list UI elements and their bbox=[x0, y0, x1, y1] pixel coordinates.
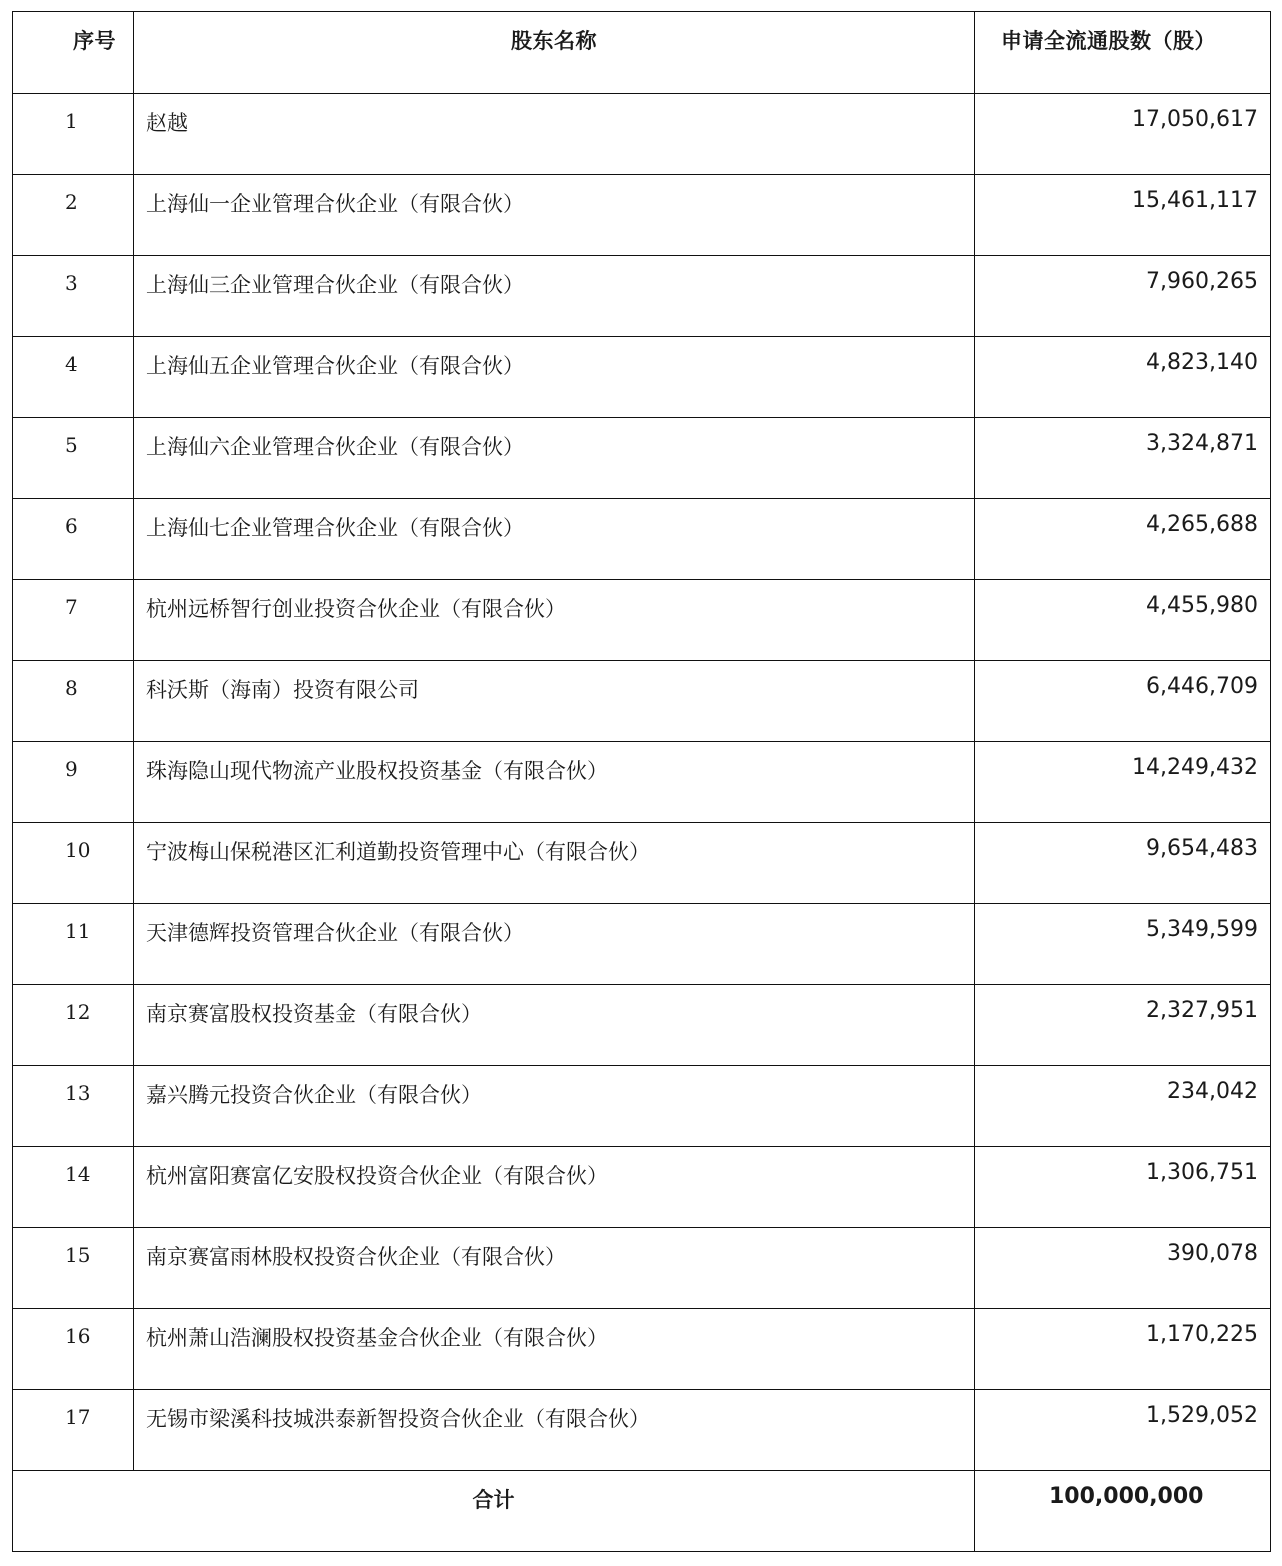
row-shareholder-name: 上海仙七企业管理合伙企业（有限合伙） bbox=[134, 499, 975, 580]
row-serial-number: 6 bbox=[13, 499, 134, 580]
row-shareholder-name: 赵越 bbox=[134, 94, 975, 175]
row-share-count: 390,078 bbox=[975, 1228, 1271, 1309]
row-serial-number: 2 bbox=[13, 175, 134, 256]
table-row bbox=[13, 742, 1271, 823]
row-shareholder-name: 杭州萧山浩澜股权投资基金合伙企业（有限合伙） bbox=[134, 1309, 975, 1390]
row-serial-number: 10 bbox=[13, 823, 134, 904]
table-row bbox=[13, 580, 1271, 661]
row-share-count: 7,960,265 bbox=[975, 256, 1271, 337]
row-shareholder-name: 宁波梅山保税港区汇利道勤投资管理中心（有限合伙） bbox=[134, 823, 975, 904]
table-row bbox=[13, 904, 1271, 985]
row-share-count: 4,265,688 bbox=[975, 499, 1271, 580]
row-shareholder-name: 上海仙三企业管理合伙企业（有限合伙） bbox=[134, 256, 975, 337]
row-share-count: 15,461,117 bbox=[975, 175, 1271, 256]
row-share-count: 1,529,052 bbox=[975, 1390, 1271, 1471]
row-share-count: 3,324,871 bbox=[975, 418, 1271, 499]
row-share-count: 4,823,140 bbox=[975, 337, 1271, 418]
row-share-count: 4,455,980 bbox=[975, 580, 1271, 661]
table-row bbox=[13, 661, 1271, 742]
total-label: 合计 bbox=[13, 1471, 975, 1552]
header-serial-number: 序号 bbox=[13, 12, 134, 94]
row-serial-number: 17 bbox=[13, 1390, 134, 1471]
row-serial-number: 14 bbox=[13, 1147, 134, 1228]
table-row bbox=[13, 337, 1271, 418]
row-serial-number: 11 bbox=[13, 904, 134, 985]
table-row bbox=[13, 94, 1271, 175]
row-serial-number: 8 bbox=[13, 661, 134, 742]
table-row bbox=[13, 823, 1271, 904]
header-shareholder-name: 股东名称 bbox=[134, 12, 975, 94]
row-share-count: 234,042 bbox=[975, 1066, 1271, 1147]
row-serial-number: 4 bbox=[13, 337, 134, 418]
table-header-row bbox=[13, 12, 1271, 94]
total-value: 100,000,000 bbox=[975, 1471, 1271, 1552]
row-serial-number: 13 bbox=[13, 1066, 134, 1147]
row-serial-number: 7 bbox=[13, 580, 134, 661]
row-share-count: 14,249,432 bbox=[975, 742, 1271, 823]
row-shareholder-name: 珠海隐山现代物流产业股权投资基金（有限合伙） bbox=[134, 742, 975, 823]
row-share-count: 17,050,617 bbox=[975, 94, 1271, 175]
row-shareholder-name: 南京赛富股权投资基金（有限合伙） bbox=[134, 985, 975, 1066]
total-row bbox=[13, 1471, 1271, 1552]
row-serial-number: 1 bbox=[13, 94, 134, 175]
row-share-count: 1,170,225 bbox=[975, 1309, 1271, 1390]
table-row bbox=[13, 1390, 1271, 1471]
table-row bbox=[13, 1309, 1271, 1390]
table-row bbox=[13, 499, 1271, 580]
table-row bbox=[13, 985, 1271, 1066]
table-row bbox=[13, 1066, 1271, 1147]
row-shareholder-name: 上海仙五企业管理合伙企业（有限合伙） bbox=[134, 337, 975, 418]
row-serial-number: 9 bbox=[13, 742, 134, 823]
row-shareholder-name: 科沃斯（海南）投资有限公司 bbox=[134, 661, 975, 742]
row-shareholder-name: 上海仙六企业管理合伙企业（有限合伙） bbox=[134, 418, 975, 499]
row-shareholder-name: 南京赛富雨林股权投资合伙企业（有限合伙） bbox=[134, 1228, 975, 1309]
table-row bbox=[13, 256, 1271, 337]
row-shareholder-name: 上海仙一企业管理合伙企业（有限合伙） bbox=[134, 175, 975, 256]
table-row bbox=[13, 175, 1271, 256]
row-shareholder-name: 嘉兴腾元投资合伙企业（有限合伙） bbox=[134, 1066, 975, 1147]
row-share-count: 5,349,599 bbox=[975, 904, 1271, 985]
row-serial-number: 16 bbox=[13, 1309, 134, 1390]
row-serial-number: 15 bbox=[13, 1228, 134, 1309]
row-shareholder-name: 天津德辉投资管理合伙企业（有限合伙） bbox=[134, 904, 975, 985]
table-row bbox=[13, 418, 1271, 499]
table-body bbox=[13, 94, 1271, 1471]
row-serial-number: 5 bbox=[13, 418, 134, 499]
header-share-count: 申请全流通股数（股） bbox=[975, 12, 1271, 94]
row-serial-number: 3 bbox=[13, 256, 134, 337]
row-serial-number: 12 bbox=[13, 985, 134, 1066]
row-shareholder-name: 杭州富阳赛富亿安股权投资合伙企业（有限合伙） bbox=[134, 1147, 975, 1228]
row-shareholder-name: 杭州远桥智行创业投资合伙企业（有限合伙） bbox=[134, 580, 975, 661]
shareholder-table bbox=[12, 11, 1271, 1552]
row-shareholder-name: 无锡市梁溪科技城洪泰新智投资合伙企业（有限合伙） bbox=[134, 1390, 975, 1471]
row-share-count: 9,654,483 bbox=[975, 823, 1271, 904]
row-share-count: 1,306,751 bbox=[975, 1147, 1271, 1228]
row-share-count: 2,327,951 bbox=[975, 985, 1271, 1066]
table-row bbox=[13, 1147, 1271, 1228]
row-share-count: 6,446,709 bbox=[975, 661, 1271, 742]
table-row bbox=[13, 1228, 1271, 1309]
